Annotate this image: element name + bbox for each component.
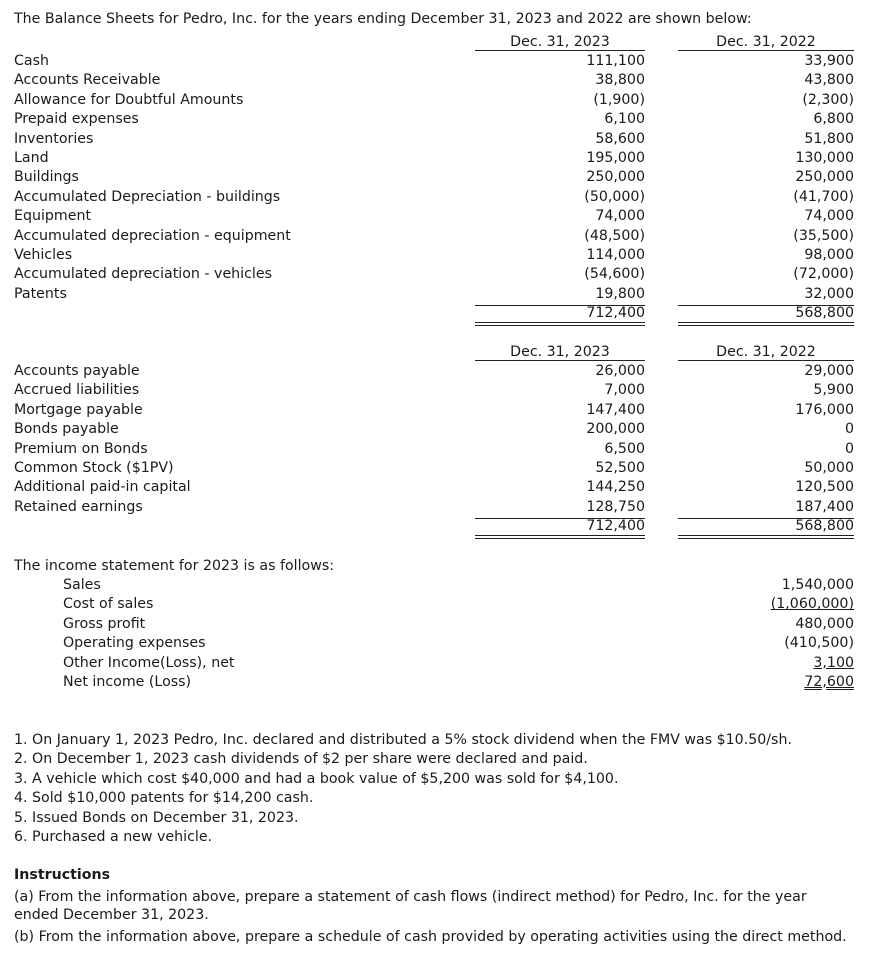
asset-value-2023: (54,600) [584, 266, 645, 283]
asset-value-2022: (35,500) [793, 227, 854, 244]
liability-value-2023: 26,000 [595, 363, 645, 379]
asset-value-2023: (50,000) [584, 188, 645, 205]
liability-value-2022: 176,000 [795, 401, 854, 418]
liability-value-2022: 187,400 [795, 498, 854, 515]
income-value: 3,100 [813, 654, 854, 671]
liability-value-2023: 147,400 [586, 401, 645, 418]
asset-label: Allowance for Doubtful Amounts [14, 91, 244, 108]
liability-value-2022: 29,000 [804, 363, 854, 379]
note-item: 1. On January 1, 2023 Pedro, Inc. declared and distributed a 5% stock dividend when the FMV was $10.50/sh. [14, 732, 792, 748]
liability-value-2023: 200,000 [586, 421, 645, 438]
income-value: 1,540,000 [781, 577, 854, 593]
assets-total-2023: 712,400 [586, 305, 645, 321]
asset-value-2022: 250,000 [795, 169, 854, 186]
instruction-b: (b) From the information above, prepare a schedule of cash provided by operating activities using the direct method. [14, 929, 847, 945]
note-item: 2. On December 1, 2023 cash dividends of $2 per share were declared and paid. [14, 751, 588, 768]
income-label: Gross profit [63, 615, 146, 632]
note-item: 6. Purchased a new vehicle. [14, 829, 213, 845]
asset-label: Land [14, 150, 49, 166]
asset-label: Prepaid expenses [14, 111, 139, 128]
asset-value-2022: 98,000 [804, 247, 854, 263]
assets-header-2023: Dec. 31, 2023 [475, 34, 645, 51]
liability-value-2022: 0 [844, 440, 854, 457]
liability-label: Mortgage payable [14, 401, 143, 418]
asset-value-2022: (72,000) [793, 266, 854, 283]
asset-value-2022: 6,800 [813, 111, 854, 128]
liab-total-2022: 568,800 [795, 518, 854, 534]
liability-label: Accrued liabilities [14, 382, 140, 399]
liab-total-2023: 712,400 [586, 518, 645, 534]
asset-value-2023: (1,900) [593, 91, 645, 108]
asset-value-2022: 32,000 [804, 285, 854, 302]
asset-label: Equipment [14, 208, 92, 225]
asset-label: Cash [14, 53, 49, 69]
liability-value-2023: 7,000 [604, 382, 645, 399]
asset-label: Accounts Receivable [14, 72, 161, 89]
instruction-a: (a) From the information above, prepare a statement of cash flows (indirect method) for Pedro, Inc. for the year ended December 31, 2023. [14, 889, 807, 923]
income-value: (1,060,000) [770, 596, 854, 613]
liability-value-2022: 0 [844, 421, 854, 438]
asset-value-2022: 33,900 [804, 53, 854, 69]
asset-value-2023: 195,000 [586, 150, 645, 166]
asset-value-2023: 19,800 [595, 285, 645, 302]
income-label: Cost of sales [63, 596, 154, 613]
asset-value-2022: 51,800 [804, 130, 854, 147]
liability-label: Accounts payable [14, 363, 140, 379]
note-item: 4. Sold $10,000 patents for $14,200 cash. [14, 790, 314, 807]
asset-value-2022: 74,000 [804, 208, 854, 225]
asset-label: Vehicles [14, 247, 73, 263]
asset-value-2022: (41,700) [793, 188, 854, 205]
asset-label: Accumulated depreciation - vehicles [14, 266, 272, 283]
asset-value-2023: (48,500) [584, 227, 645, 244]
asset-value-2023: 250,000 [586, 169, 645, 186]
note-item: 3. A vehicle which cost $40,000 and had a book value of $5,200 was sold for $4,100. [14, 770, 619, 787]
income-label: Sales [63, 577, 101, 593]
note-item: 5. Issued Bonds on December 31, 2023. [14, 809, 299, 826]
assets-header-2022: Dec. 31, 2022 [678, 34, 854, 51]
asset-value-2023: 58,600 [595, 130, 645, 147]
asset-label: Accumulated depreciation - equipment [14, 227, 291, 244]
asset-value-2023: 38,800 [595, 72, 645, 89]
liability-value-2022: 5,900 [813, 382, 854, 399]
liab-header-2023: Dec. 31, 2023 [475, 344, 645, 361]
liability-value-2023: 6,500 [604, 440, 645, 457]
income-intro: The income statement for 2023 is as follows: [14, 558, 335, 574]
liability-value-2023: 144,250 [586, 479, 645, 496]
income-label: Operating expenses [63, 635, 206, 652]
liability-label: Bonds payable [14, 421, 119, 438]
income-label: Other Income(Loss), net [63, 654, 235, 671]
instructions-title: Instructions [14, 867, 111, 883]
liability-label: Common Stock ($1PV) [14, 460, 174, 476]
asset-value-2023: 74,000 [595, 208, 645, 225]
asset-value-2023: 6,100 [604, 111, 645, 128]
liability-value-2022: 50,000 [804, 460, 854, 476]
liab-header-2022: Dec. 31, 2022 [678, 344, 854, 361]
income-value: (410,500) [784, 635, 854, 652]
asset-value-2022: 130,000 [795, 150, 854, 166]
asset-value-2022: 43,800 [804, 72, 854, 89]
asset-label: Accumulated Depreciation - buildings [14, 188, 281, 205]
assets-total-2022: 568,800 [795, 305, 854, 321]
income-value: 480,000 [795, 615, 854, 632]
liability-value-2022: 120,500 [795, 479, 854, 496]
liability-label: Additional paid-in capital [14, 479, 191, 496]
asset-value-2023: 111,100 [586, 53, 645, 69]
liability-value-2023: 52,500 [595, 460, 645, 476]
income-value: 72,600 [804, 674, 854, 690]
intro-text: The Balance Sheets for Pedro, Inc. for the years ending December 31, 2023 and 2022 are shown below: [14, 11, 752, 27]
asset-label: Buildings [14, 169, 79, 186]
income-label: Net income (Loss) [63, 674, 192, 690]
asset-value-2022: (2,300) [802, 91, 854, 108]
asset-label: Patents [14, 285, 67, 302]
liability-label: Retained earnings [14, 498, 143, 515]
asset-label: Inventories [14, 130, 94, 147]
liability-value-2023: 128,750 [586, 498, 645, 515]
liability-label: Premium on Bonds [14, 440, 148, 457]
asset-value-2023: 114,000 [586, 247, 645, 263]
